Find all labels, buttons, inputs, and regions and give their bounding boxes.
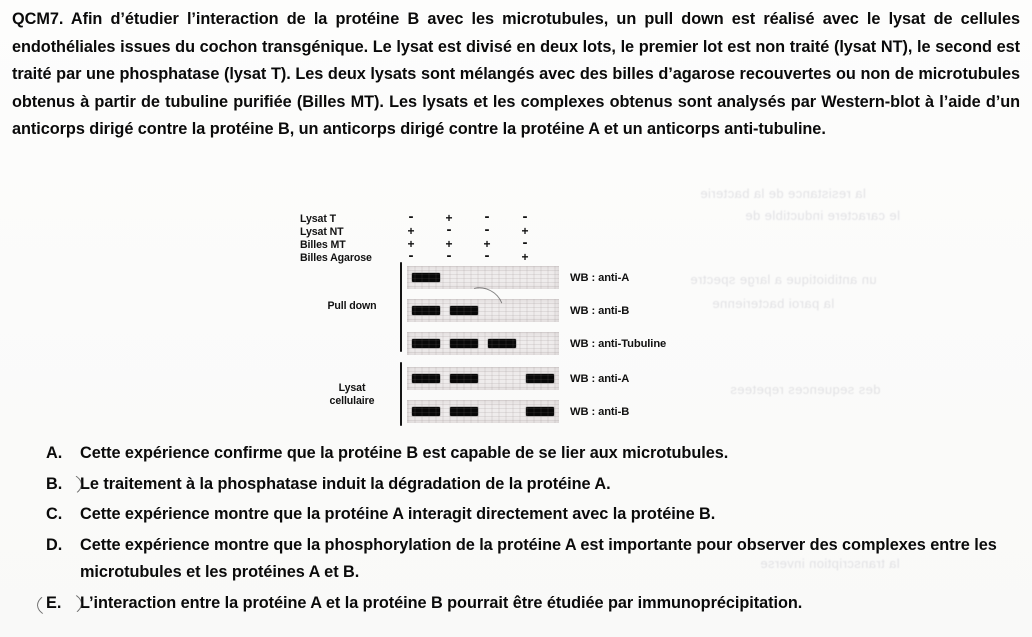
- condition-sign-lane-3: -: [484, 208, 490, 225]
- option-letter: A.: [46, 444, 63, 462]
- pull-down-bracket: [400, 262, 402, 352]
- answer-option-a[interactable]: [46, 440, 1021, 468]
- condition-sign-lane-4: -: [522, 234, 528, 251]
- blot-band-lane-2: [450, 374, 478, 383]
- option-text: L’interaction entre la protéine A et la protéine B pourrait être étudiée par immunoprécipitation.: [80, 593, 803, 612]
- option-letter: B.: [46, 471, 80, 499]
- lysat-cellulaire-group-label: [310, 382, 394, 408]
- blot-band-lane-1: [412, 306, 440, 315]
- blot-band-lane-1: [412, 407, 440, 416]
- bleed-through-text: la transcription inverse: [760, 556, 900, 571]
- blot-band-lane-4: [526, 407, 554, 416]
- condition-sign-lane-1: -: [408, 208, 414, 225]
- condition-sign-lane-1: +: [407, 224, 415, 238]
- wb-antibody-label: WB : anti-B: [570, 406, 630, 418]
- condition-signs: [392, 247, 544, 264]
- answer-option-e[interactable]: [46, 590, 1021, 618]
- wb-antibody-label: WB : anti-B: [570, 305, 630, 317]
- condition-sign-lane-2: +: [445, 211, 453, 225]
- condition-sign-lane-3: -: [484, 247, 490, 264]
- group-label-line: Pull down: [327, 300, 377, 312]
- condition-label: Lysat T: [300, 212, 336, 225]
- group-label-line: Lysat: [338, 382, 366, 394]
- question-stem: [12, 6, 1020, 144]
- wb-antibody-label: WB : anti-Tubuline: [570, 338, 667, 350]
- condition-row: [300, 247, 550, 264]
- blot-strip: [407, 400, 559, 423]
- condition-sign-lane-4: +: [521, 224, 529, 238]
- question-text: QCM7. Afin d’étudier l’interaction de la protéine B avec les microtubules, un pull down est réalisé avec le lysat de cellules endothéliales issues du cochon transgénique. Le lysat est divisé en deux lots, le premier lot est non traité (lysat NT), le second est traité par une phosphatase (lysat T). Les deux lysats sont mélangés avec des billes d’agarose recouvertes ou non de microtubules obtenus à partir de tubuline purifiée (Billes MT). Les lysats et les complexes obtenus sont analysés par Western-blot à l’aide d’un anticorps dirigé contre la protéine B, un anticorps dirigé contre la protéine A et un anticorps anti-tubuline.: [12, 10, 1020, 139]
- option-text: Cette expérience montre que la protéine A interagit directement avec la protéine B.: [80, 505, 716, 523]
- blot-strip: [407, 332, 559, 355]
- pull-down-group-label: [310, 300, 394, 313]
- bleed-through-text: des sequences repetees: [730, 382, 881, 397]
- bleed-through-text: un antibiotique a large spectre: [690, 272, 877, 287]
- blot-band-lane-3: [488, 339, 516, 348]
- option-letter: E.: [46, 590, 80, 618]
- condition-label: Lysat NT: [300, 225, 344, 238]
- answer-option-d[interactable]: [46, 532, 1021, 587]
- blot-band-lane-1: [412, 273, 440, 282]
- condition-matrix: [300, 208, 550, 264]
- condition-sign-lane-4: -: [522, 208, 528, 225]
- blot-strip: [407, 299, 559, 322]
- blot-band-lane-1: [412, 339, 440, 348]
- blot-strip: [407, 367, 559, 390]
- bleed-through-text: la resistance de la bacterie: [700, 186, 866, 201]
- option-letter: C.: [46, 505, 63, 523]
- option-selection-mark: [36, 470, 83, 500]
- condition-sign-lane-4: +: [521, 250, 529, 264]
- condition-sign-lane-2: -: [446, 247, 452, 264]
- condition-sign-lane-3: -: [484, 221, 490, 238]
- wb-antibody-label: WB : anti-A: [570, 373, 630, 385]
- western-blot-figure: [300, 208, 800, 427]
- option-text: Le traitement à la phosphatase induit la dégradation de la protéine A.: [80, 474, 611, 493]
- condition-sign-lane-1: +: [407, 237, 415, 251]
- blot-strip: [407, 266, 559, 289]
- condition-sign-lane-2: -: [446, 221, 452, 238]
- lysat-cellulaire-bracket: [400, 362, 402, 426]
- condition-sign-lane-2: +: [445, 237, 453, 251]
- blot-band-lane-2: [450, 407, 478, 416]
- bleed-through-text: le caractere inductible de: [745, 208, 900, 223]
- condition-label: Billes Agarose: [300, 251, 372, 264]
- option-letter: D.: [46, 535, 63, 554]
- blot-band-lane-1: [412, 374, 440, 383]
- condition-row: [300, 208, 550, 225]
- option-text: Cette expérience confirme que la protéine B est capable de se lier aux microtubules.: [80, 444, 729, 462]
- group-label-line: cellulaire: [329, 395, 375, 407]
- answer-option-b[interactable]: [46, 471, 1021, 499]
- blot-band-lane-2: [450, 339, 478, 348]
- condition-sign-lane-1: -: [408, 247, 414, 264]
- blot-band-lane-4: [526, 374, 554, 383]
- answer-options: [46, 440, 1021, 620]
- answer-option-c[interactable]: [46, 501, 1021, 529]
- blot-band-lane-2: [450, 306, 478, 315]
- condition-sign-lane-3: +: [483, 237, 491, 251]
- condition-label: Billes MT: [300, 238, 346, 251]
- option-selection-mark: [36, 589, 82, 618]
- option-text: Cette expérience montre que la phosphorylation de la protéine A est importante pour observer des complexes entre les microtubules et les protéines A et B.: [80, 535, 997, 581]
- bleed-through-text: la paroi bacterienne: [712, 296, 835, 311]
- wb-antibody-label: WB : anti-A: [570, 272, 630, 284]
